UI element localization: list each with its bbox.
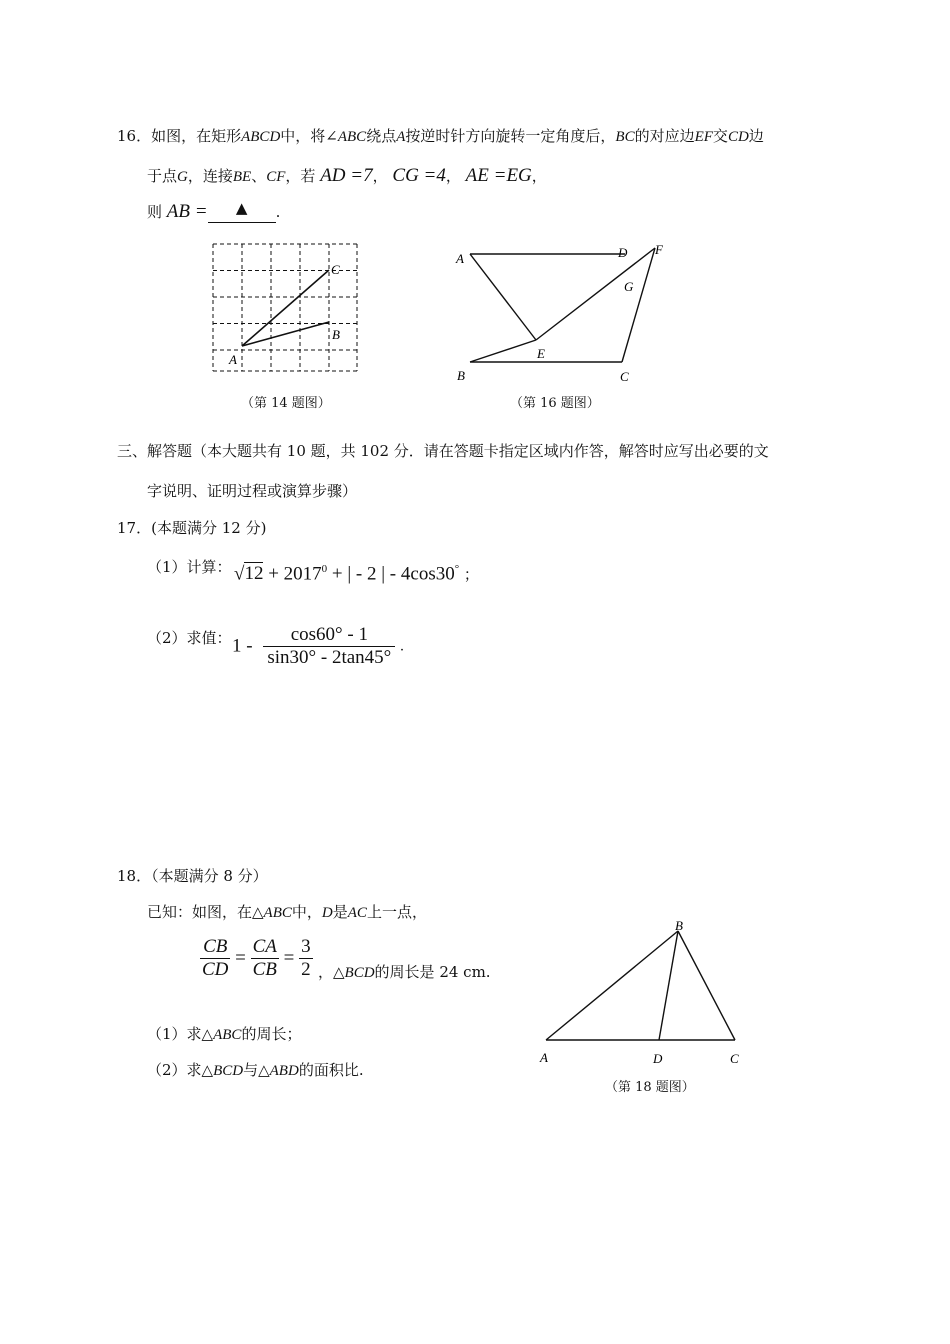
q17-part2-label: （2）求值：: [147, 629, 232, 647]
figure-16: [450, 240, 680, 390]
fig18-label-d: D: [653, 1051, 663, 1066]
q18-part1: （1）求△ABC的周长；: [147, 1025, 302, 1043]
fig14-label-b: B: [332, 327, 340, 342]
segment-ae: [470, 254, 536, 340]
section-3-heading-cont: 字说明、证明过程或演算步骤）: [147, 482, 358, 500]
fig16-label-d: D: [618, 245, 628, 260]
q18-header: 18．（本题满分 8 分）: [117, 867, 268, 885]
figure-18-caption: （第 18 题图）: [605, 1080, 695, 1095]
q16-condition-ad: AD =7: [320, 165, 373, 186]
figure-14-caption: （第 14 题图）: [241, 396, 331, 411]
segment-cf: [622, 248, 655, 362]
q17-header: 17．(本题满分 12 分): [117, 519, 267, 537]
fraction-denominator: sin30° - 2tan45°: [267, 647, 392, 668]
q17-part1-label: （1）计算：: [147, 558, 232, 576]
fig16-label-e: E: [537, 346, 545, 361]
figure-14: [205, 238, 365, 378]
q18-ratio-equation: $\frac{CB}{CD}$ = $\frac{CA}{CB}$ = $\frac{3}{2}$: [202, 936, 311, 980]
fig18-label-a: A: [540, 1050, 548, 1065]
fig14-label-a: A: [229, 352, 237, 367]
fig14-label-c: C: [331, 262, 340, 277]
q16-condition-cg: CG =4: [392, 165, 446, 186]
figure-16-caption: （第 16 题图）: [510, 396, 600, 411]
fig18-label-c: C: [730, 1051, 739, 1066]
fig18-label-b: B: [675, 918, 683, 933]
q16-line1: 16．如图，在矩形ABCD中，将∠ABC绕点A按逆时针方向旋转一定角度后，BC的对应边EF交CD边: [117, 127, 764, 145]
segment-be: [470, 340, 536, 362]
q17-fraction: [263, 624, 395, 669]
q16-line3: 则 AB = ▲ .: [147, 199, 281, 222]
q16-condition-ae: AE =EG: [465, 165, 532, 186]
triangle-marker-icon: ▲: [235, 199, 248, 217]
q17-part1-expression: $√12 + 2017^0$ + | - 2 | - 4cos30° ；: [234, 563, 479, 585]
q16-line2: 于点G，连接BE、CF，若 AD =7， CG =4， AE =EG，: [147, 165, 547, 186]
fig16-label-c: C: [620, 369, 629, 384]
q18-part2: （2）求△BCD与△ABD的面积比.: [147, 1061, 364, 1079]
segment-ef: [536, 248, 655, 340]
figure-18: [530, 915, 760, 1075]
fig16-label-f: F: [655, 242, 663, 257]
q18-perimeter: ，△BCD的周长是 24 cm.: [318, 963, 491, 981]
q18-given: 已知：如图，在△ABC中，D是AC上一点，: [147, 903, 427, 921]
fig16-label-g: G: [624, 279, 634, 294]
fig16-label-b: B: [457, 368, 465, 383]
q17-part1: [147, 557, 232, 577]
q16-number: 16．: [117, 127, 152, 145]
section-3-heading: 三、解答题（本大题共有 10 题，共 102 分．请在答题卡指定区域内作答，解答时应写出必要的文: [117, 442, 769, 460]
q16-answer-lhs: AB =: [166, 201, 208, 222]
sqrt-icon: √: [234, 563, 245, 585]
fig16-label-a: A: [456, 251, 464, 266]
segment-bd: [659, 931, 678, 1040]
fraction-numerator: cos60° - 1: [263, 624, 395, 647]
q17-part2-expression: 1 - $\frac{\cos 60^\circ - 1}{\sin 30^\circ - 2\tan 45^\circ}$ .: [232, 624, 404, 668]
segment-bc: [678, 931, 735, 1040]
segment-ab: [546, 931, 678, 1040]
